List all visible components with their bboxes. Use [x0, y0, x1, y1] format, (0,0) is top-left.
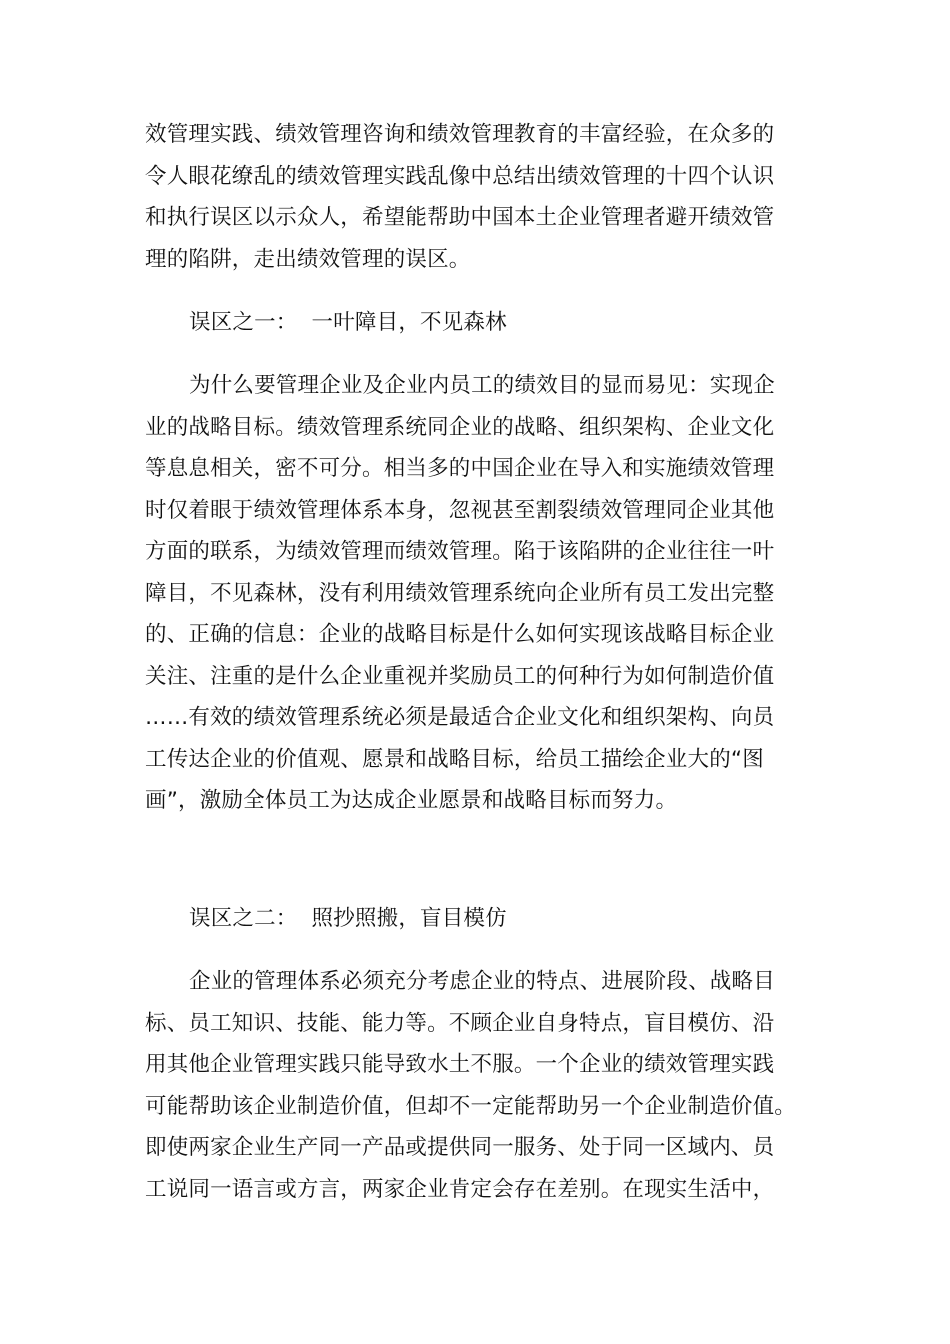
text-line: 方面的联系，为绩效管理而绩效管理。陷于该陷阱的企业往往一叶 — [145, 539, 775, 564]
text-line: 效管理实践、绩效管理咨询和绩效管理教育的丰富经验，在众多的 — [145, 122, 775, 147]
text-line: 画”，激励全体员工为达成企业愿景和战略目标而努力。 — [145, 788, 678, 813]
text-line: 令人眼花缭乱的绩效管理实践乱像中总结出绩效管理的十四个认识 — [145, 163, 775, 189]
text-line: 和执行误区以示众人，希望能帮助中国本土企业管理者避开绩效管 — [145, 205, 775, 230]
heading-title: 一叶障目，不见森林 — [311, 310, 507, 335]
text-line: 的、正确的信息：企业的战略目标是什么如何实现该战略目标企业 — [145, 622, 775, 647]
section-heading-2 — [189, 898, 507, 940]
text-line: 时仅着眼于绩效管理体系本身，忽视甚至割裂绩效管理同企业其他 — [145, 497, 775, 523]
text-line: 标、员工知识、技能、能力等。不顾企业自身特点，盲目模仿、沿 — [145, 1010, 775, 1036]
text-line: 等息息相关，密不可分。相当多的中国企业在导入和实施绩效管理 — [145, 456, 775, 481]
text-line: 即使两家企业生产同一产品或提供同一服务、处于同一区域内、员 — [145, 1135, 775, 1160]
text-line: 关注、注重的是什么企业重视并奖励员工的何种行为如何制造价值 — [145, 663, 775, 689]
text-line: 可能帮助该企业制造价值，但却不一定能帮助另一个企业制造价值。 — [145, 1093, 797, 1119]
text-line: ……有效的绩效管理系统必须是最适合企业文化和组织架构、向员 — [145, 705, 775, 730]
text-line: 工传达企业的价值观、愿景和战略目标，给员工描绘企业大的“图 — [145, 746, 764, 772]
heading-title: 照抄照搬，盲目模仿 — [311, 906, 507, 931]
section-1-paragraph — [145, 365, 807, 822]
heading-label: 误区之二： — [189, 906, 298, 931]
text-line: 障目，不见森林，没有利用绩效管理系统向企业所有员工发出完整 — [145, 580, 775, 606]
text-line: 为什么要管理企业及企业内员工的绩效目的显而易见：实现企 — [189, 373, 775, 398]
section-heading-1 — [189, 302, 507, 344]
section-2-paragraph — [145, 961, 807, 1210]
intro-paragraph — [145, 114, 807, 280]
text-line: 企业的管理体系必须充分考虑企业的特点、进展阶段、战略目 — [189, 969, 775, 994]
heading-label: 误区之一： — [189, 310, 298, 335]
text-line: 理的陷阱，走出绩效管理的误区。 — [145, 246, 471, 272]
text-line: 工说同一语言或方言，两家企业肯定会存在差别。在现实生活中， — [145, 1176, 775, 1202]
text-line: 业的战略目标。绩效管理系统同企业的战略、组织架构、企业文化 — [145, 414, 775, 440]
text-line: 用其他企业管理实践只能导致水土不服。一个企业的绩效管理实践 — [145, 1052, 775, 1077]
